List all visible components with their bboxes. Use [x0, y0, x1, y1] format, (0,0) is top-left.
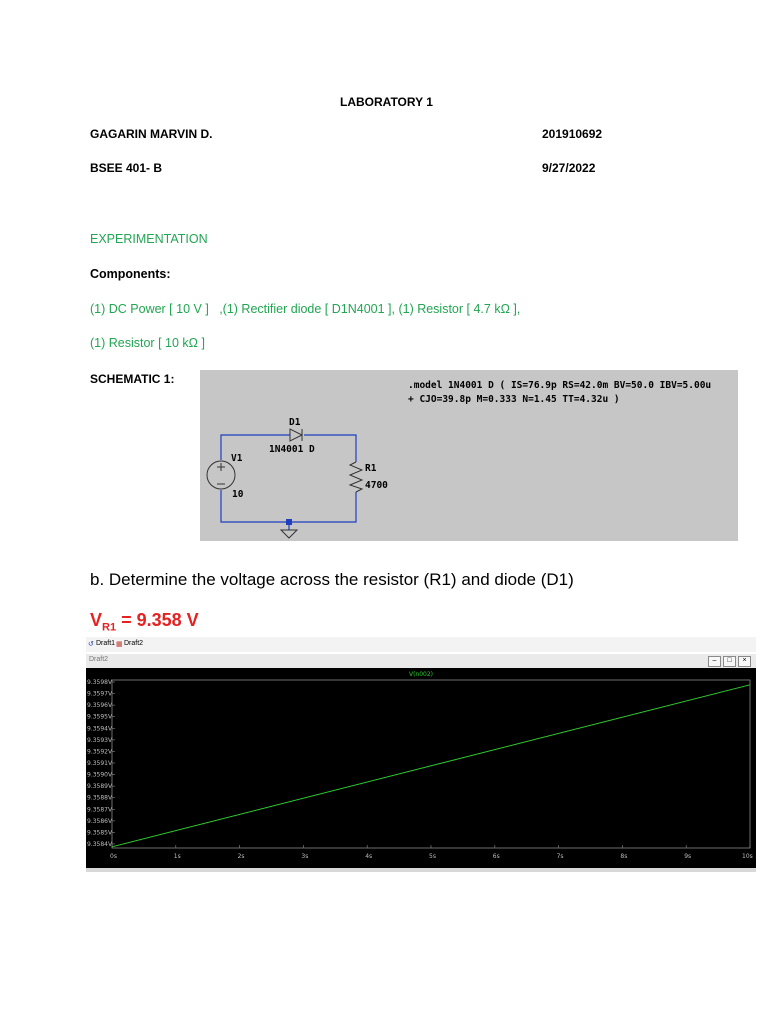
x-tick-label: 0s — [110, 853, 117, 860]
components-line-1: (1) DC Power [ 10 V ] ,(1) Rectifier diode [ D1N4001 ], (1) Resistor [ 4.7 kΩ ], — [90, 302, 521, 316]
result-vr1 — [90, 610, 199, 634]
x-tick-label: 8s — [620, 853, 628, 860]
y-tick-label: 9.3594V — [87, 725, 113, 733]
x-tick-label: 3s — [301, 853, 309, 860]
experimentation-heading: EXPERIMENTATION — [90, 232, 208, 246]
v1-label: V1 — [231, 453, 243, 464]
y-tick-label: 9.3590V — [87, 771, 113, 779]
date: 9/27/2022 — [542, 161, 596, 175]
close-button[interactable]: × — [738, 656, 751, 667]
voltage-source-symbol — [207, 461, 235, 489]
student-id: 201910692 — [542, 127, 603, 141]
components-line-2: (1) Resistor [ 10 kΩ ] — [90, 336, 205, 350]
x-tick-label: 7s — [556, 853, 564, 860]
plot-icon: ▦ — [116, 641, 123, 648]
y-tick-label: 9.3586V — [87, 817, 113, 825]
x-tick-label: 4s — [365, 853, 373, 860]
model-line-2: + CJO=39.8p M=0.333 N=1.45 TT=4.32u ) — [408, 394, 620, 405]
r1-label: R1 — [365, 463, 377, 474]
plot-area[interactable] — [86, 668, 756, 868]
x-tick-label: 6s — [492, 853, 500, 860]
y-tick-label: 9.3597V — [87, 690, 113, 698]
y-tick-label: 9.3598V — [87, 679, 113, 686]
y-tick-label: 9.3589V — [87, 783, 113, 791]
x-tick-label: 1s — [173, 853, 181, 860]
student-name: GAGARIN MARVIN D. — [90, 127, 213, 141]
trace-line — [112, 685, 750, 847]
trace-label: V(n002) — [408, 671, 434, 678]
y-tick-label: 9.3595V — [87, 713, 113, 721]
plot-window-titlebar — [86, 654, 756, 669]
tab-draft2[interactable]: Draft2 — [124, 640, 144, 647]
circuit-svg — [200, 370, 738, 541]
question-b: b. Determine the voltage across the resistor (R1) and diode (D1) — [90, 570, 574, 589]
v1-value: 10 — [232, 489, 244, 500]
r1-value: 4700 — [365, 480, 388, 491]
x-tick-label: 9s — [684, 853, 692, 860]
window-title: Draft2 — [89, 656, 109, 663]
x-tick-label: 5s — [429, 853, 436, 860]
model-line-1: .model 1N4001 D ( IS=76.9p RS=42.0m BV=50.0 IBV=5.00u — [408, 380, 712, 391]
section: BSEE 401- B — [90, 161, 163, 175]
diode-symbol — [290, 429, 302, 441]
y-tick-label: 9.3587V — [87, 806, 113, 814]
schematic-diagram — [200, 370, 738, 541]
tab-draft1[interactable]: Draft1 — [96, 640, 116, 647]
result-symbol: V — [90, 610, 103, 630]
resistor-symbol — [350, 462, 362, 492]
result-value: = 9.358 V — [116, 610, 199, 630]
y-tick-label: 9.3596V — [87, 702, 113, 710]
d1-part: 1N4001 D — [269, 444, 315, 455]
d1-label: D1 — [289, 417, 301, 428]
y-tick-label: 9.3592V — [87, 748, 113, 756]
y-tick-label: 9.3585V — [87, 829, 113, 837]
x-tick-label: 10s — [742, 853, 753, 860]
page-title: LABORATORY 1 — [340, 95, 433, 109]
maximize-button[interactable]: □ — [723, 656, 736, 667]
waveform-tabs — [86, 637, 756, 652]
components-heading: Components: — [90, 267, 171, 281]
waveform-chart — [86, 668, 756, 868]
y-tick-label: 9.3584V — [87, 841, 113, 848]
y-tick-label: 9.3588V — [87, 794, 113, 802]
y-tick-label: 9.3591V — [87, 760, 113, 767]
schematic-heading: SCHEMATIC 1: — [90, 372, 175, 386]
result-subscript: R1 — [102, 621, 117, 634]
minimize-button[interactable]: – — [708, 656, 721, 667]
tab-arrow-icon: ↺ — [88, 641, 94, 648]
plot-window-bottom — [86, 868, 756, 872]
x-tick-label: 2s — [237, 853, 245, 860]
y-tick-label: 9.3593V — [87, 736, 113, 744]
